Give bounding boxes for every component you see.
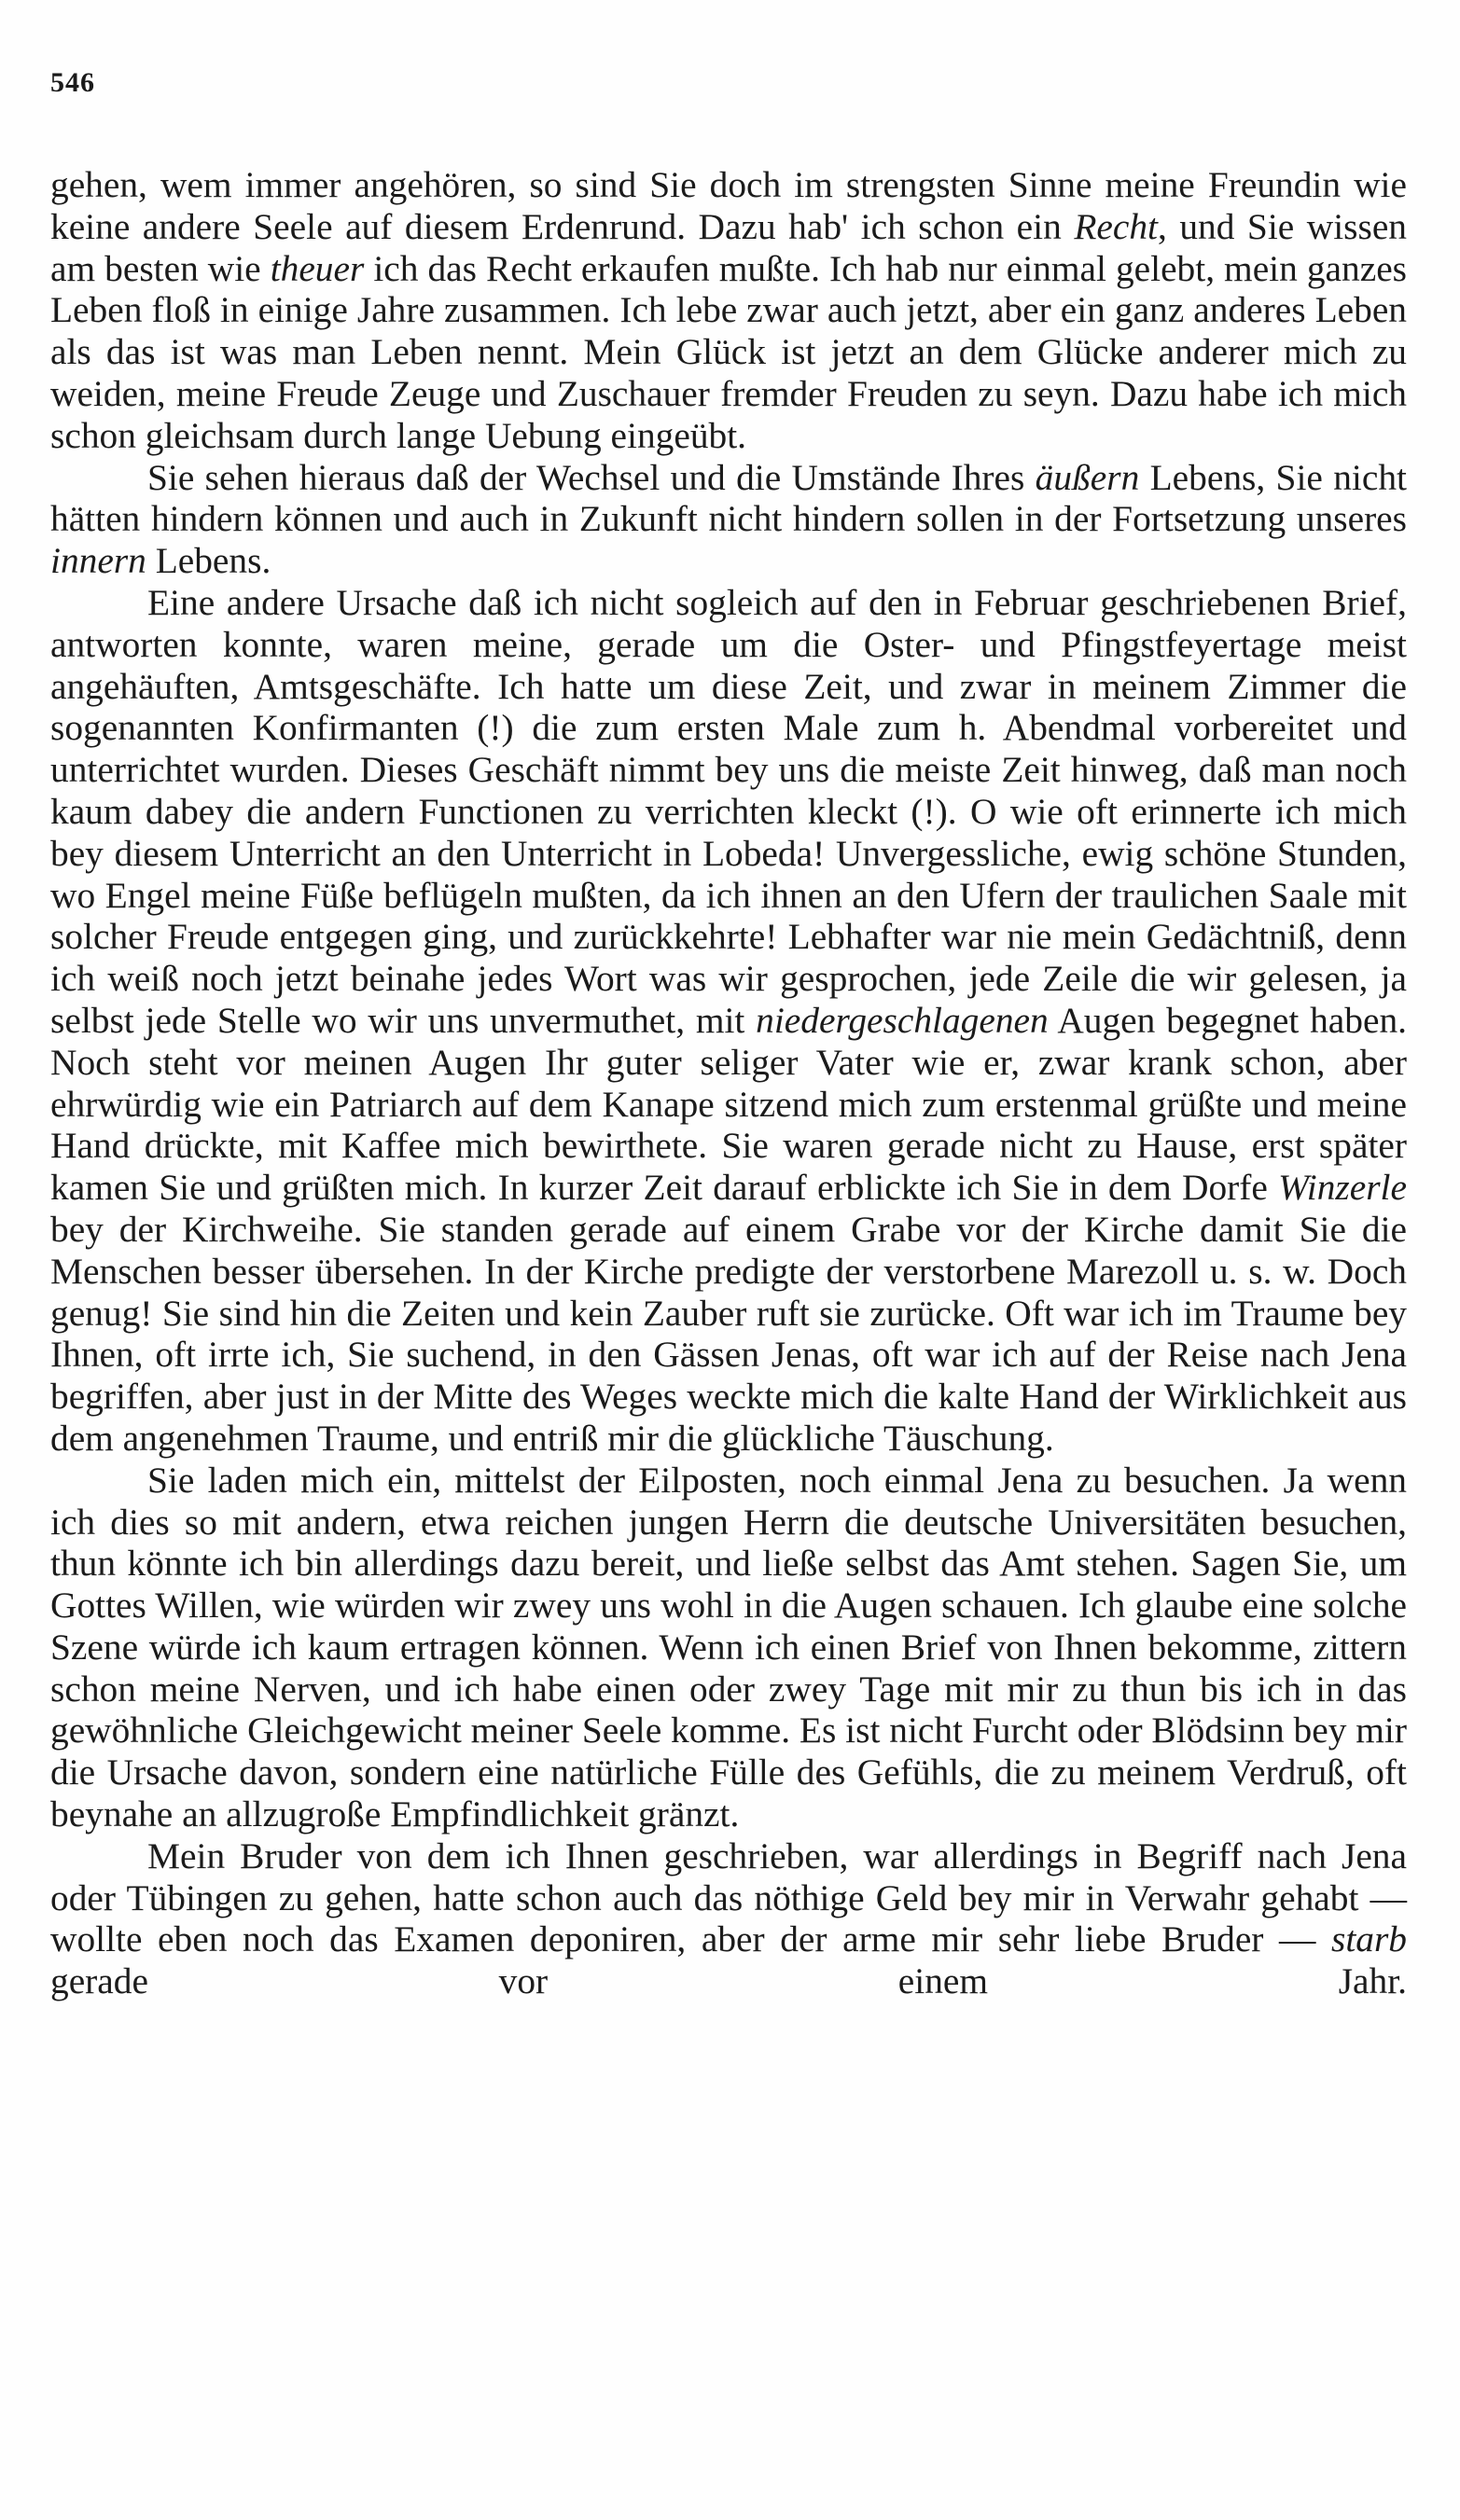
paragraph xyxy=(50,1835,1407,2002)
emphasized-text: Winzerle xyxy=(1278,1167,1407,1209)
emphasized-text: Recht xyxy=(1074,205,1158,247)
text-run: Eine andere Ursache daß ich nicht sogleich auf den in Februar geschriebenen Brief, antworten konnte, waren meine, gerade um die Oster- und Pfingstfeyertage meist angehäuften, Amtsgeschäfte. Ich hatte um diese Zeit, und zwar in meinem Zimmer die sogenannten Konfirmanten (!) die zum ersten Male zum h. Abendmal vorbereitet und unterrichtet wurden. Dieses Geschäft nimmt bey uns die meiste Zeit hinweg, daß man noch kaum dabey die andern Functionen zu verrichten kleckt (!). O wie oft erinnerte ich mich bey diesem Unterricht an den Unterricht in Lobeda! Unvergessliche, ewig schöne Stunden, wo Engel meine Füße beflügeln mußten, da ich ihnen an den Ufern der traulichen Saale mit solcher Freude entgegen ging, und zurückkehrte! Lebhafter war nie mein Gedächtniß, denn ich weiß noch jetzt beinahe jedes Wort was wir gesprochen, jede Zeile die wir gelesen, ja selbst jede Stelle wo wir uns unvermuthet, mit xyxy=(50,581,1407,1041)
text-run: Lebens, Sie nicht hätten hindern können und auch in Zukunft nicht hindern sollen in der Fortsetzung unseres xyxy=(50,456,1407,540)
emphasized-text: starb xyxy=(1331,1918,1407,1960)
paragraph xyxy=(50,164,1407,457)
text-run: ich das Recht erkaufen mußte. Ich hab nur einmal gelebt, mein ganzes Leben floß in einige Jahre zusammen. Ich lebe zwar auch jetzt, aber ein ganz anderes Leben als das ist was man Leben nennt. Mein Glück ist jetzt an dem Glücke anderer mich zu weiden, meine Freude Zeuge und Zuschauer fremder Freuden zu seyn. Dazu habe ich mich schon gleichsam durch lange Uebung eingeübt. xyxy=(50,247,1408,456)
paragraph xyxy=(50,457,1407,582)
emphasized-text: innern xyxy=(50,540,146,582)
text-run: Lebens. xyxy=(146,540,271,582)
paragraph xyxy=(50,582,1407,1460)
paragraph xyxy=(50,1460,1407,1835)
text-run: Sie sehen hieraus daß der Wechsel und die Umstände Ihres xyxy=(147,456,1036,498)
emphasized-text: theuer xyxy=(270,247,365,289)
text-run: gerade vor einem Jahr. xyxy=(50,1960,1407,2002)
page-number: 546 xyxy=(50,67,95,98)
emphasized-text: niedergeschlagenen xyxy=(756,999,1049,1041)
letter-body xyxy=(50,164,1407,2002)
text-run: Mein Bruder von dem ich Ihnen geschrieben, war allerdings in Begriff nach Jena oder Tübingen zu gehen, hatte schon auch das nöthige Geld bey mir in Verwahr gehabt — wollte eben noch das Examen deponiren, aber der arme mir sehr liebe Bruder — xyxy=(50,1835,1407,1960)
text-run: Augen begegnet haben. Noch steht vor meinen Augen Ihr guter seliger Vater wie er, zwar krank schon, aber ehrwürdig wie ein Patriarch auf dem Kanape sitzend mich zum erstenmal grüßte und meine Hand drückte, mit Kaffee mich bewirthete. Sie waren gerade nicht zu Hause, erst später kamen Sie und grüßten mich. In kurzer Zeit darauf erblickte ich Sie in dem Dorfe xyxy=(50,999,1407,1209)
emphasized-text: äußern xyxy=(1035,456,1140,498)
text-run: bey der Kirchweihe. Sie standen gerade auf einem Grabe vor der Kirche damit Sie die Menschen besser übersehen. In der Kirche predigte der verstorbene Marezoll u. s. w. Doch genug! Sie sind hin die Zeiten und kein Zauber ruft sie zurücke. Oft war ich im Traume bey Ihnen, oft irrte ich, Sie suchend, in den Gässen Jenas, oft war ich auf der Reise nach Jena begriffen, aber just in der Mitte des Weges weckte mich die kalte Hand der Wirklichkeit aus dem angenehmen Traume, und entriß mir die glückliche Täuschung. xyxy=(50,1208,1407,1459)
text-run: , und Sie wissen am besten wie xyxy=(50,205,1407,289)
text-run: Sie laden mich ein, mittelst der Eilposten, noch einmal Jena zu besuchen. Ja wenn ich dies so mit andern, etwa reichen jungen Herrn die deutsche Universitäten besuchen, thun könnte ich bin allerdings dazu bereit, und ließe selbst das Amt stehen. Sagen Sie, um Gottes Willen, wie würden wir zwey uns wohl in die Augen schauen. Ich glaube eine solche Szene würde ich kaum ertragen können. Wenn ich einen Brief von Ihnen bekomme, zittern schon meine Nerven, und ich habe einen oder zwey Tage mit mir zu thun bis ich in das gewöhnliche Gleichgewicht meiner Seele komme. Es ist nicht Furcht oder Blödsinn bey mir die Ursache davon, sondern eine natürliche Fülle des Gefühls, die zu meinem Verdruß, oft beynahe an allzugroße Empfindlichkeit gränzt. xyxy=(50,1459,1407,1835)
text-run: gehen, wem immer angehören, so sind Sie doch im strengsten Sinne meine Freundin wie keine andere Seele auf diesem Erdenrund. Dazu hab' ich schon ein xyxy=(50,164,1407,247)
